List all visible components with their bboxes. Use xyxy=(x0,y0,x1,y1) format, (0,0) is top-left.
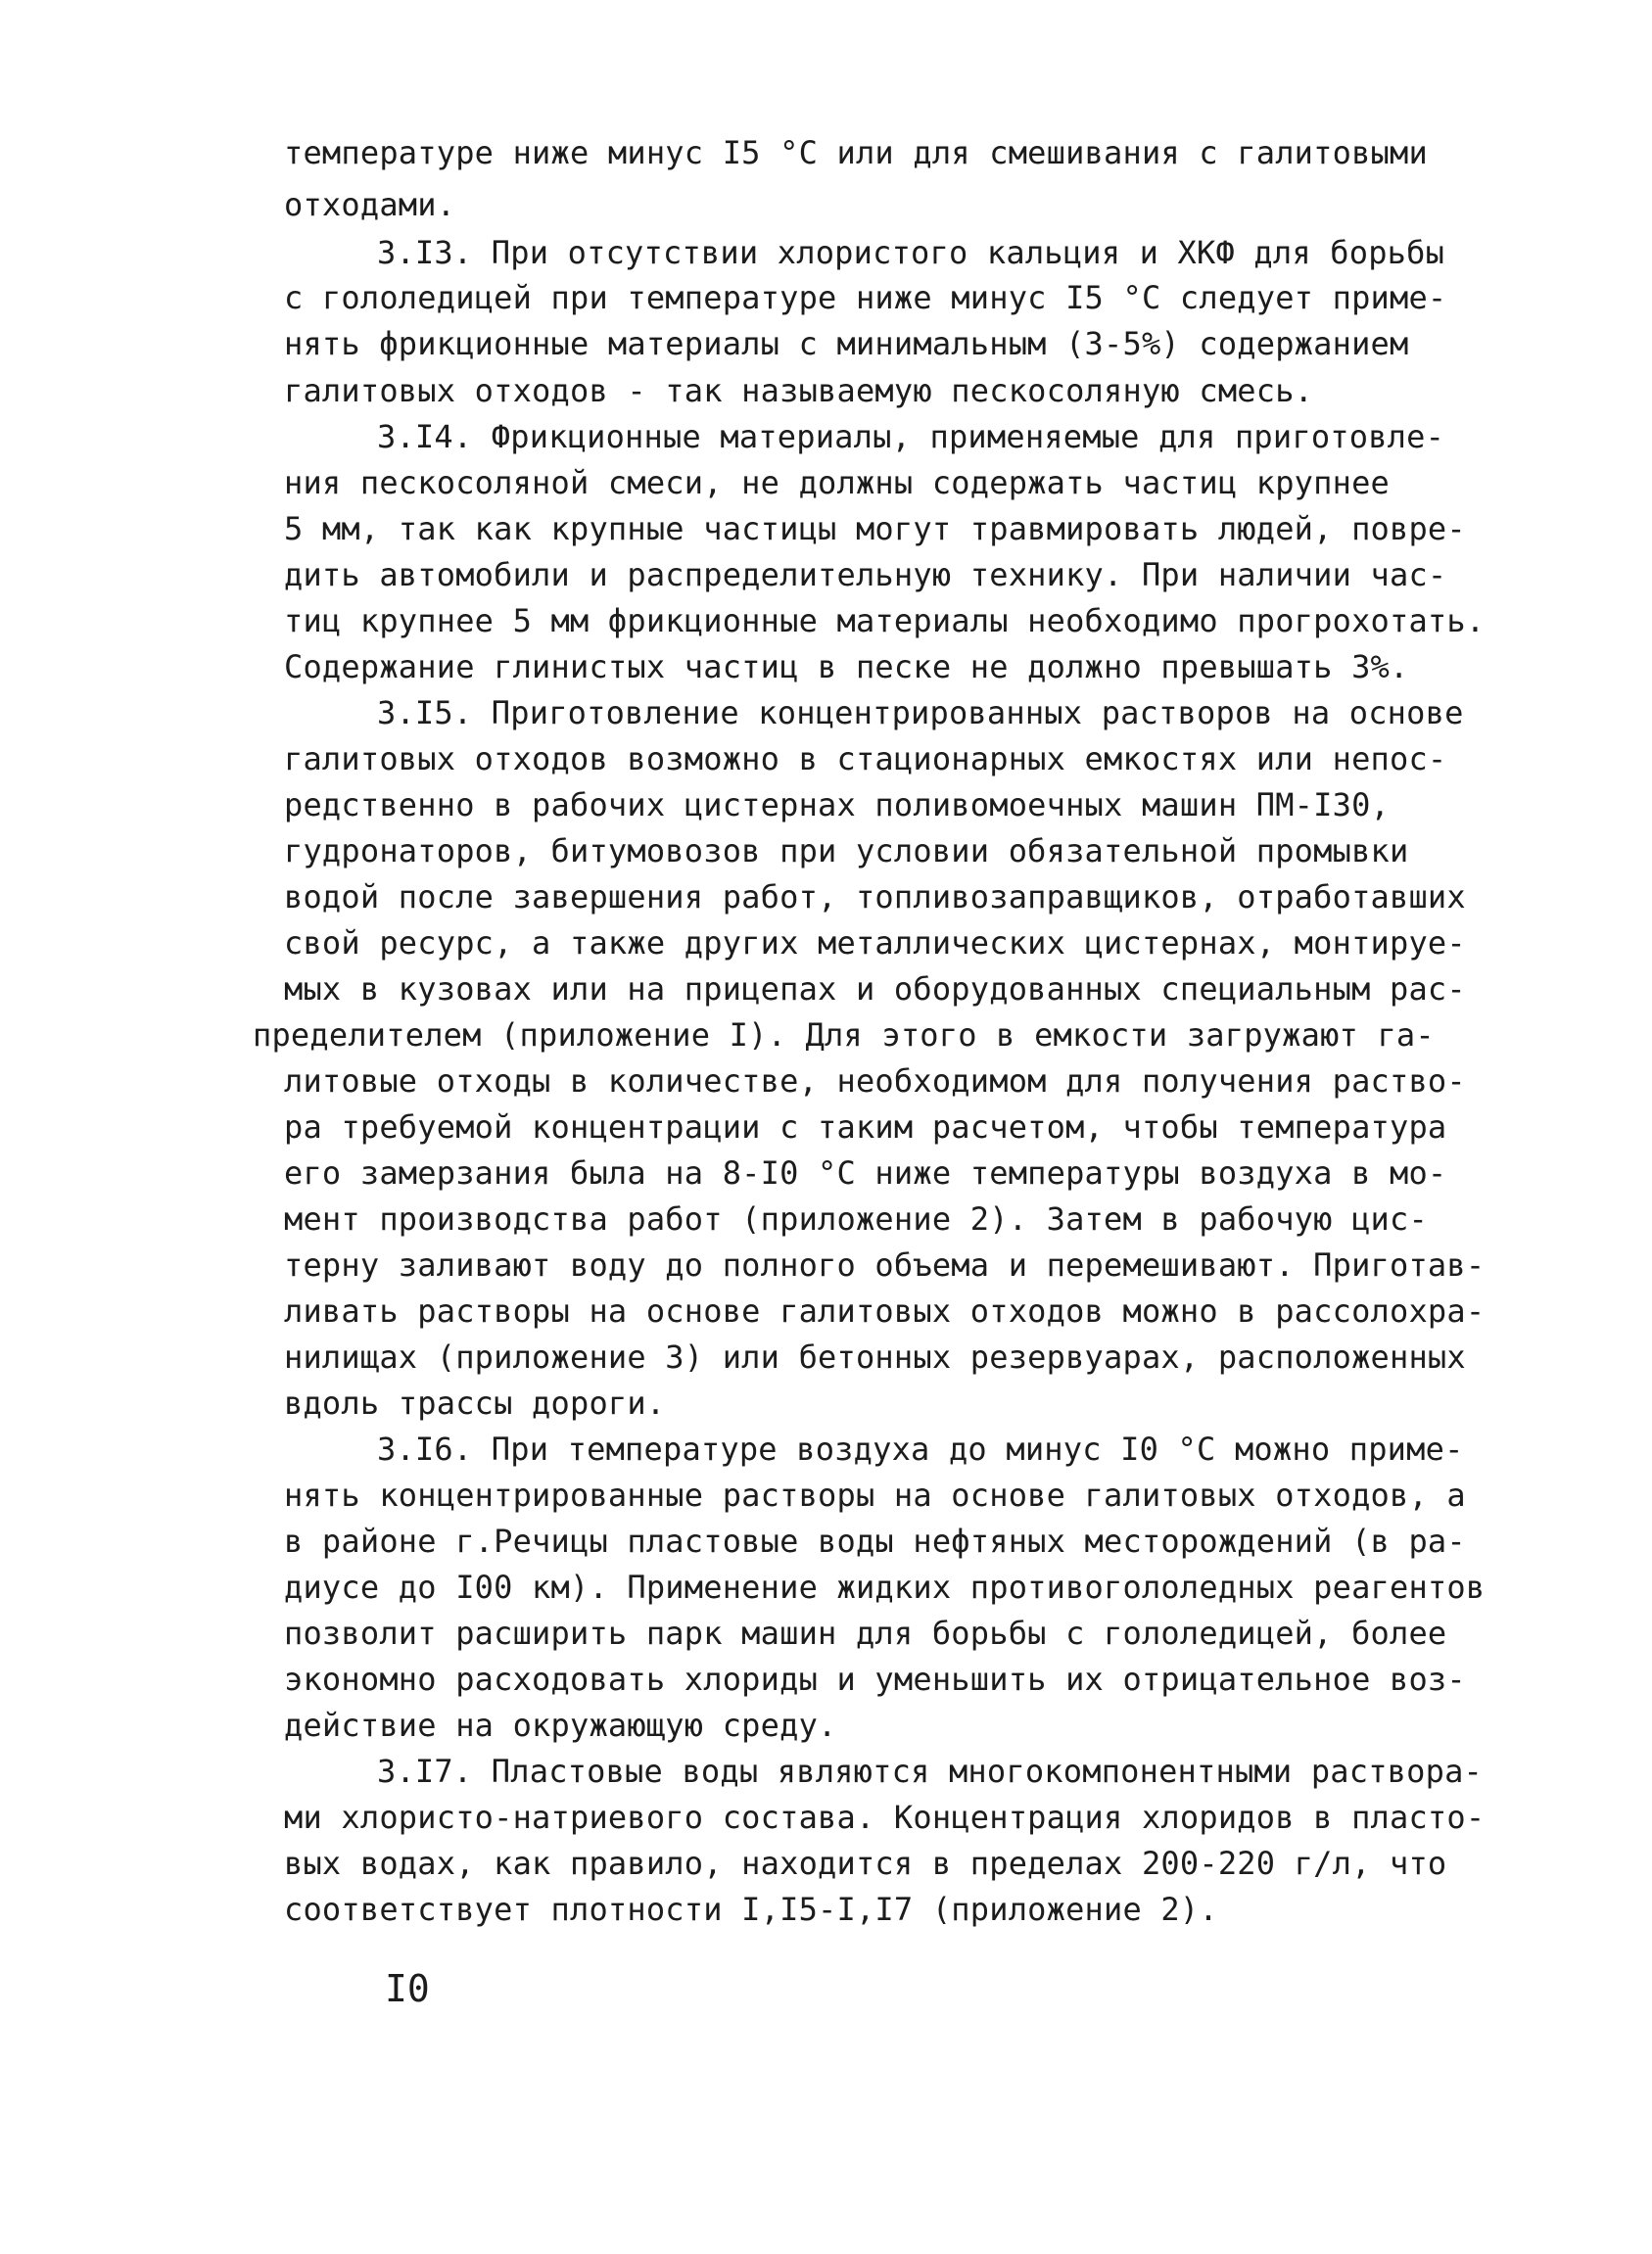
text-line: литовые отходы в количестве, необходимом для получения раство- xyxy=(284,1062,1466,1100)
text-line: 3.I6. При температуре воздуха до минус I0 °С можно приме- xyxy=(377,1431,1464,1468)
page-number: I0 xyxy=(385,1967,430,2010)
text-line: в районе г.Речицы пластовые воды нефтяных месторождений (в ра- xyxy=(284,1523,1466,1560)
text-line: мент производства работ (приложение 2). Затем в рабочую цис- xyxy=(284,1200,1428,1238)
text-line: нилищах (приложение 3) или бетонных резервуарах, расположенных xyxy=(284,1338,1466,1376)
text-line: экономно расходовать хлориды и уменьшить их отрицательное воз- xyxy=(284,1661,1466,1698)
text-line: температуре ниже минус I5 °С или для смешивания с галитовыми xyxy=(284,134,1428,171)
text-line: тиц крупнее 5 мм фрикционные материалы необходимо прогрохотать. xyxy=(284,602,1486,639)
text-line: нять фрикционные материалы с минимальным (3-5%) содержанием xyxy=(284,325,1409,362)
text-line: с гололедицей при температуре ниже минус I5 °С следует приме- xyxy=(284,279,1447,316)
text-line: 3.I3. При отсутствии хлористого кальция и ХКФ для борьбы xyxy=(377,234,1445,271)
text-line: галитовых отходов возможно в стационарных емкостях или непос- xyxy=(284,740,1447,777)
text-line: позволит расширить парк машин для борьбы с гололедицей, более xyxy=(284,1615,1447,1652)
text-line: отходами. xyxy=(284,186,456,223)
text-line: 3.I5. Приготовление концентрированных растворов на основе xyxy=(377,694,1464,731)
text-line: гудронаторов, битумовозов при условии обязательной промывки xyxy=(284,832,1409,869)
text-line: соответствует плотности I,I5-I,I7 (приложение 2). xyxy=(284,1891,1218,1928)
text-line: диусе до I00 км). Применение жидких противогололедных реагентов xyxy=(284,1569,1486,1606)
text-line: редственно в рабочих цистернах поливомоечных машин ПМ-I30, xyxy=(284,786,1391,823)
text-line: терну заливают воду до полного объема и перемешивают. Приготав- xyxy=(284,1246,1486,1284)
text-line: вдоль трассы дороги. xyxy=(284,1385,666,1422)
text-line: мых в кузовах или на прицепах и оборудованных специальным рас- xyxy=(284,970,1466,1008)
text-line: действие на окружающую среду. xyxy=(284,1707,837,1744)
text-line: 3.I7. Пластовые воды являются многокомпонентными раствора- xyxy=(377,1753,1484,1790)
text-line: водой после завершения работ, топливозаправщиков, отработавших xyxy=(284,878,1466,916)
text-line: Содержание глинистых частиц в песке не должно превышать 3%. xyxy=(284,648,1409,685)
text-line: дить автомобили и распределительную технику. При наличии час- xyxy=(284,556,1447,593)
text-line: его замерзания была на 8-I0 °С ниже температуры воздуха в мо- xyxy=(284,1154,1447,1192)
text-line: галитовых отходов - так называемую пескосоляную смесь. xyxy=(284,372,1314,409)
text-line: 3.I4. Фрикционные материалы, применяемые для приготовле- xyxy=(377,418,1445,455)
text-line: ния пескосоляной смеси, не должны содержать частиц крупнее xyxy=(284,464,1391,501)
text-line: ливать растворы на основе галитовых отходов можно в рассолохра- xyxy=(284,1292,1486,1330)
text-line: свой ресурс, а также других металлических цистернах, монтируе- xyxy=(284,924,1466,962)
text-line: ми хлористо-натриевого состава. Концентрация хлоридов в пласто- xyxy=(284,1799,1486,1836)
text-line: вых водах, как правило, находится в пределах 200-220 г/л, что xyxy=(284,1845,1447,1882)
text-line: ра требуемой концентрации с таким расчетом, чтобы температура xyxy=(284,1108,1447,1146)
text-line: пределителем (приложение I). Для этого в емкости загружают га- xyxy=(253,1016,1435,1054)
text-line: 5 мм, так как крупные частицы могут травмировать людей, повре- xyxy=(284,510,1466,547)
text-line: нять концентрированные растворы на основе галитовых отходов, а xyxy=(284,1477,1466,1514)
